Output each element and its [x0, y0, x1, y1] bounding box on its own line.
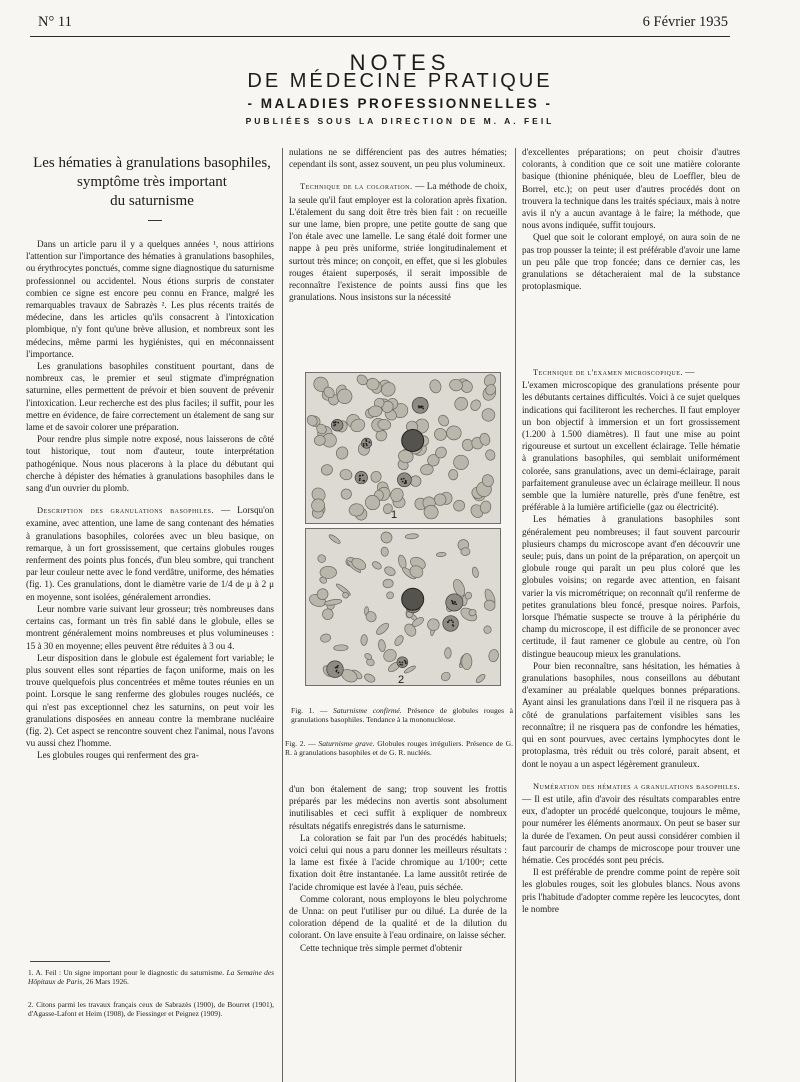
nucleated-cell — [402, 588, 424, 610]
red-blood-cell — [452, 499, 466, 513]
red-blood-cell — [383, 565, 397, 577]
red-blood-cell — [484, 448, 496, 461]
caption-title: Saturnisme grave. — [318, 739, 375, 748]
red-blood-cell — [471, 566, 479, 578]
masthead-notes: NOTES — [349, 50, 451, 75]
red-blood-cell — [363, 672, 376, 683]
micrograph-figure-2 — [305, 528, 501, 686]
basophilic-granule — [359, 479, 361, 481]
red-blood-cell — [453, 454, 470, 470]
red-blood-cell — [428, 378, 442, 394]
red-blood-cell — [379, 530, 395, 545]
basophilic-granule — [337, 422, 339, 424]
basophilic-granule — [422, 408, 424, 410]
red-blood-cell — [393, 634, 405, 647]
basophilic-granule — [359, 475, 361, 477]
title-line: du saturnisme — [110, 193, 194, 209]
section-heading: Numération des hématies a granulations basophiles. — [533, 781, 740, 791]
red-blood-cell — [469, 398, 483, 412]
paragraph: Les hématies à granulations basophiles sont généralement peu nombreuses; il faut souvent parcourir plusieurs champs du microscope avant d'en découvrir une seule; puis, dans un point de la préparation, on aperçoit un globule rouge qui paraît un peu plus coloré que les globules voisins; on regarde avec attention, en faisant varier la vis micrométrique; on reconnaît qu'il renferme de petites granulations bleu foncé, presque noires. Parfois, lorsque l'hématie suspecte se trouve à la périphérie du champ du microscope, il est difficile de se prononcer avec certitude, il faut ramener ce globule au centre, où l'on distingue beaucoup mieux les granulations. — [522, 514, 740, 659]
red-blood-cell — [381, 547, 389, 557]
red-blood-cell — [375, 621, 391, 636]
red-blood-cell — [314, 435, 326, 446]
footnote-journal: La Semaine des Hôpitaux de Paris, — [28, 968, 274, 987]
red-blood-cell — [448, 469, 458, 480]
basophilic-granule — [401, 478, 403, 480]
basophilic-granule — [402, 481, 404, 483]
red-blood-cell — [462, 654, 472, 670]
header-rule — [30, 36, 730, 37]
paragraph-text: Il est utile, afin d'avoir des résultats comparables entre eux, d'adopter un procédé quelconque, toujours le même, pour numérer les éléments anormaux. On peut se baser sur la durée de l'examen. On peut aussi considérer combien il faut parcourir de champs de microscope pour trouver une hématie. Ces procédés sont peu précis. — [522, 793, 741, 865]
red-blood-cell — [320, 633, 332, 643]
red-blood-cell — [383, 579, 394, 588]
paragraph: Quel que soit le colorant employé, on aura soin de ne pas trop pousser la teinte; il est préférable d'avoir une lame un peu pâle que trop foncée; dans ce dernier cas, les granulations se détacheraient mal de la substance protoplasmique. — [522, 232, 740, 292]
figure-number: 1 — [391, 509, 398, 521]
basophilic-granule — [337, 667, 339, 669]
red-blood-cell — [324, 598, 342, 606]
basophilic-granule — [399, 661, 401, 663]
blood-smear-image — [306, 373, 500, 523]
caption-prefix: Fig. 1. — — [291, 706, 328, 715]
paragraph: Cette technique très simple permet d'obtenir — [300, 942, 463, 953]
title-rule — [148, 220, 162, 221]
figure-caption-2 — [285, 739, 513, 758]
caption-text: Présence de globules rouges à granulations basophiles. Tendance à la mononucléose. — [291, 706, 514, 725]
red-blood-cell — [361, 634, 368, 645]
basophilic-granule — [404, 660, 406, 662]
basophilic-granule — [402, 662, 404, 664]
red-blood-cell — [440, 670, 452, 682]
red-blood-cell — [488, 649, 500, 663]
basophilic-granule — [453, 625, 455, 627]
nucleated-cell — [402, 430, 424, 452]
section-heading: Description des granulations basophiles. — [37, 506, 215, 516]
red-blood-cell — [432, 426, 449, 443]
red-blood-cell — [397, 554, 407, 569]
red-blood-cell — [339, 468, 353, 481]
footnote-rule — [30, 961, 110, 962]
footnote-2: 2. Citons parmi les travaux français ceux de Sabrazès (1900), de Bourret (1901), d'Agasse-Lafont et Heim (1908), de Fiessinger et Peignez (1909). — [28, 1000, 274, 1019]
caption-title: Saturnisme confirmé. — [333, 706, 402, 715]
basophilic-granule — [336, 671, 338, 673]
basophilic-granule — [333, 425, 335, 427]
paragraph: Leur disposition dans le globule est également fort variable; le plus souvent elles sont réparties de façon uniforme, mais on les trouve quelquefois plus concentrées et même toutes réunies en un point. Lorsque le sang renferme des globules rouges nucléés, ce qui n'est pas exceptionnel chez les saturnins, on peut voir les granulations disposées en anneau contre la membrane nucléaire (fig. 2). Cet aspect se rencontre souvent chez l'animal, nous l'avons vu aussi chez l'homme. — [26, 652, 274, 749]
masthead-medecine: DE MÉDECINE PRATIQUE — [247, 70, 553, 92]
paragraph: La coloration se fait par l'un des procédés habituels; voici celui qui nous a paru donner les meilleurs résultats : la lame est fixée à l'acide chromique au 1/100ᵉ; cette fixation doit être instantanée. La lame aussitôt retirée de l'acide chromique est lavée à l'eau, puis séchée. — [289, 832, 507, 892]
red-blood-cell — [483, 625, 492, 634]
section-heading: Technique de l'examen microscopique. — — [533, 367, 695, 377]
section-paragraph: Numération des hématies a granulations basophiles. — Il est utile, afin d'avoir des résultats comparables entre eux, d'adopter un procédé quelconque, toujours le même, pour numérer les éléments anormaux. On peut se baser sur la durée de l'examen. On peut aussi considérer combien il faut parcourir de champs de microscope pour trouver une hématie. Ces procédés sont peu précis. — [522, 781, 741, 865]
basophilic-granule — [401, 664, 403, 666]
basophilic-granule — [451, 619, 453, 621]
red-blood-cell — [459, 605, 479, 623]
caption-prefix: Fig. 2. — — [285, 739, 316, 748]
red-blood-cell — [452, 395, 470, 413]
basophilic-granule — [405, 661, 407, 663]
basophilic-granule — [454, 601, 456, 603]
column-2-bottom — [289, 783, 507, 954]
paragraph-text: Lorsqu'on examine, avec attention, une lame de sang contenant des hématies à granulations basophiles, colorées avec un bleu basique, on remarque, à un fort grossissement, que certains globules rouges renferment des points plus foncés, d'un bleu sombre, qui tranchent par leur couleur nette avec le fond verdâtre, uniforme, des hématies (fig. 1). Ces granulations, dont le diamètre varie de 1/4 de μ à 2 μ en moyenne, sont isolées, généralement arrondies. — [26, 505, 274, 602]
basophilic-granule — [363, 445, 365, 447]
basophilic-granule — [369, 441, 371, 443]
red-blood-cell — [335, 445, 350, 461]
red-blood-cell — [446, 425, 462, 440]
red-blood-cell — [405, 533, 419, 539]
masthead-maladies: - MALADIES PROFESSIONNELLES - — [247, 96, 553, 111]
red-blood-cell — [322, 608, 334, 620]
paragraph: Dans un article paru il y a quelques années ¹, nous attirions l'attention sur l'importance des hématies à granulations basophiles, ou érythrocytes ponctués, comme signe diagnostique du saturnisme professionnel ou accidentel. Nous étions surpris de constater combien ce signe est encore peu connu en France, malgré les remarquables travaux de Sabrazès ². Les plus récents traités de médecine, dans les articles qu'ils consacrent à l'intoxication plombique, n'y font qu'une brève allusion, et nombreux sont les médecins, même parmi les hygiénistes, qui en méconnaissent l'importance. — [26, 239, 275, 359]
basophilic-granule — [405, 482, 407, 484]
paragraph: L'examen microscopique des granulations présente pour les débutants certaines difficultés. Voici à ce sujet quelques indications qui faciliteront les recherches. Il faut employer un bon objectif à immersion et un fort grossissement (1.200 à 1.500 diamètres). Il faut une mise au point rigoureuse et surtout un excellent éclairage. Telle hématie à granulations basophiles, qui semblait uniformément colorée, sans granulations, avec un demi-éclairage, parait parfaitement granuleuse avec un éclairage meilleur. Il nous semble que la lumière naturelle, près d'une fenêtre, est préférable à la lumière artificielle (gaz ou électricité). — [522, 380, 740, 513]
paragraph: d'excellentes préparations; on peut choisir d'autres colorants, à condition que ce soit une matière colorante basique (thionine phéniquée, bleu de Loeffler, bleu de Borrel, etc.); on peut user d'autres procédés dont on trouvera la technique dans les traités spéciaux, mais à notre avis il n'y a aucun avantage à le faire; la méthode, que nous avons indiquée, suffit toujours. — [522, 147, 740, 231]
basophilic-granule — [362, 480, 364, 482]
granulated-cell — [443, 616, 459, 632]
footnote-text: 26 Mars 1926. — [85, 977, 129, 987]
basophilic-granule — [455, 603, 457, 605]
granulated-cell — [355, 471, 367, 483]
basophilic-granule — [333, 422, 335, 424]
paragraph: Pour bien reconnaître, sans hésitation, les hématies à granulations basophiles, nous conseillons au débutant d'examiner au préalable quelques bonnes préparations. Ayant ainsi les granulations dans l'œil il ne risquera pas à côté de granulations parfaitement visibles sans les reconnaître; il ne risquera pas de confondre les hématies, qui en sont pourvues, avec certains lymphocytes dont le protoplasma, très réduit ou très coloré, parait absent, et dont le noyau a un aspect légèrement granuleux. — [522, 660, 740, 769]
basophilic-granule — [363, 443, 365, 445]
basophilic-granule — [418, 405, 420, 407]
section-paragraph: Technique de la coloration. — La méthode de choix, la seule qu'il faut employer est la coloration après fixation. L'étalement du sang doit être très bien fait : on recueille sur une lame, bien propre, une petite goutte de sang que l'on étale avec une lamelle. Le sang étalé doit former une nappe à peu près uniforme, striée longitudinalement et surtout très mince; on conçoit, en effet, que si les globules rouges étaient superposés, il serait impossible de reconnaître l'existence de points aussi fins que les granulations. Nous insistons sur la nécessité — [289, 181, 507, 303]
basophilic-granule — [452, 621, 454, 623]
title-line: Les hématies à granulations basophiles, — [33, 155, 271, 171]
column-3-top — [522, 146, 740, 292]
basophilic-granule — [399, 664, 401, 666]
title-line: symptôme très important — [77, 174, 227, 190]
red-blood-cell — [481, 407, 496, 422]
red-blood-cell — [334, 645, 349, 651]
paragraph: nulations ne se différencient pas des autres hématies; cependant ils sont, assez souvent, un peu plus volumineux. — [289, 147, 507, 170]
basophilic-granule — [418, 407, 420, 409]
red-blood-cell — [371, 560, 383, 571]
paragraph: Pour rendre plus simple notre exposé, nous laisserons de côté tout historique, tout nom d'auteur, toute interprétation pathogénique. Nous nous placerons à la place du débutant qui cherche à dépister des hématies à granulations basophiles dans le sang d'un ouvrier du plomb. — [26, 434, 274, 494]
red-blood-cell — [444, 647, 451, 658]
granulated-cell — [397, 473, 411, 487]
basophilic-granule — [335, 421, 337, 423]
granulated-cell — [331, 419, 343, 431]
red-blood-cell — [320, 463, 334, 476]
caption-text: Globules rouges irréguliers. Présence de G. R. à granulations basophiles et de G. R. nucléés. — [285, 739, 513, 758]
basophilic-granule — [453, 603, 455, 605]
basophilic-granule — [448, 620, 450, 622]
footnote-text: 1. A. Feil : Un signe important pour le diagnostic du saturnisme. — [28, 968, 225, 977]
footnote-1 — [28, 968, 274, 987]
figure-plate — [285, 360, 515, 726]
paragraph: Il est préférable de prendre comme point de repère soit les globules rouges, soit les globules blancs. Nous avons pris l'habitude d'adopter comme repère les leucocytes, dont le nombre — [522, 867, 740, 914]
basophilic-granule — [337, 665, 339, 667]
blood-smear-image — [306, 529, 500, 685]
basophilic-granule — [365, 439, 367, 441]
paragraph: d'un bon étalement de sang; trop souvent les frottis préparés par les médecins non avertis sont absolument inutilisables et ceci suffit à expliquer de nombreux résultats négatifs enregistrés dans le saturnisme. — [289, 784, 507, 831]
column-divider — [282, 148, 283, 1082]
granulated-cell — [327, 661, 344, 678]
red-blood-cell — [475, 673, 487, 684]
issue-date: 6 Février 1935 — [642, 14, 728, 30]
section-heading: Technique de la coloration. — [300, 182, 413, 192]
column-2-top — [289, 146, 507, 303]
micrograph-figure-1 — [305, 372, 501, 524]
basophilic-granule — [447, 621, 449, 623]
issue-number: N° 11 — [38, 14, 72, 30]
column-divider — [515, 148, 516, 1082]
basophilic-granule — [362, 474, 364, 476]
basophilic-granule — [338, 672, 340, 674]
paragraph: Comme colorant, nous employons le bleu polychrome de Unna: on peut l'utiliser pur ou dilué. La durée de la coloration dépend de la qualité et de la dilution du colorant. On lave ensuite à l'eau ordinaire, on laisse sécher. — [289, 893, 507, 941]
column-1 — [26, 238, 274, 762]
basophilic-granule — [359, 478, 361, 480]
basophilic-granule — [365, 443, 367, 445]
basophilic-granule — [451, 600, 453, 602]
basophilic-granule — [403, 478, 405, 480]
column-3-bottom — [522, 366, 740, 915]
paragraph: Leur nombre varie suivant leur grosseur; très nombreuses dans certains cas, formant un très fin sablé dans le globule, elles se montrent généralement moins nombreuses et plus volumineuses : 15 à 30 en moyenne; elles peuvent être réduites à 3 ou 4. — [26, 603, 274, 651]
red-blood-cell — [328, 533, 342, 545]
red-blood-cell — [385, 591, 395, 601]
figure-caption-1 — [291, 706, 513, 725]
red-blood-cell — [378, 639, 386, 652]
red-blood-cell — [426, 617, 442, 633]
granulated-cell — [412, 397, 428, 413]
red-blood-cell — [369, 470, 382, 484]
basophilic-granule — [405, 480, 407, 482]
red-blood-cell — [436, 413, 450, 428]
red-blood-cell — [436, 552, 446, 557]
masthead-direction: PUBLIÉES SOUS LA DIRECTION DE M. A. FEIL — [245, 116, 555, 126]
section-heading-text: Technique de l'examen microscopique. — [533, 368, 683, 377]
paragraph: Les globules rouges qui renferment des gra- — [37, 750, 199, 761]
paragraph: Les granulations basophiles constituent pourtant, dans de nombreux cas, le premier et seul stigmate d'imprégnation saturnine, elles permettent de prévoir et bien souvent de prévenir l'intoxication. Leur recherche est des plus faciles; il suffit, pour les mettre en évidence, de faire correctement un étalement de sang sur lame et de savoir colorer une préparation. — [26, 361, 274, 433]
paragraph-text: La méthode de choix, la seule qu'il faut employer est la coloration après fixation. L'étalement du sang doit être très bien fait : on recueille sur une lame, bien propre, une petite goutte de sang que l'on étale avec une lamelle. Le sang étalé doit former une nappe à peu près uniforme, striée longitudinalement et surtout très mince; on conçoit, en effet, que si les globules rouges étaient superposés, il serait impossible de reconnaître l'existence de points aussi fins que les granulations. Nous insistons sur la nécessité — [289, 181, 507, 303]
red-blood-cell — [340, 488, 353, 500]
article-title — [28, 154, 276, 211]
basophilic-granule — [421, 406, 423, 408]
figure-number: 2 — [398, 674, 405, 686]
section-paragraph: Description des granulations basophiles. — Lorsqu'on examine, avec attention, une lame de sang contenant des hématies à granulations basophiles, colorées avec un bleu basique, on remarque, à un fort grossissement, que certains globules rouges renferment des points plus foncés, d'un bleu sombre, qui tranchent par leur couleur nette avec le fond verdâtre, uniforme, des hématies (fig. 1). Ces granulations, dont le diamètre varie de 1/4 de μ à 2 μ en moyenne, sont isolées, généralement arrondies. — [26, 505, 274, 602]
red-blood-cell — [316, 553, 327, 564]
